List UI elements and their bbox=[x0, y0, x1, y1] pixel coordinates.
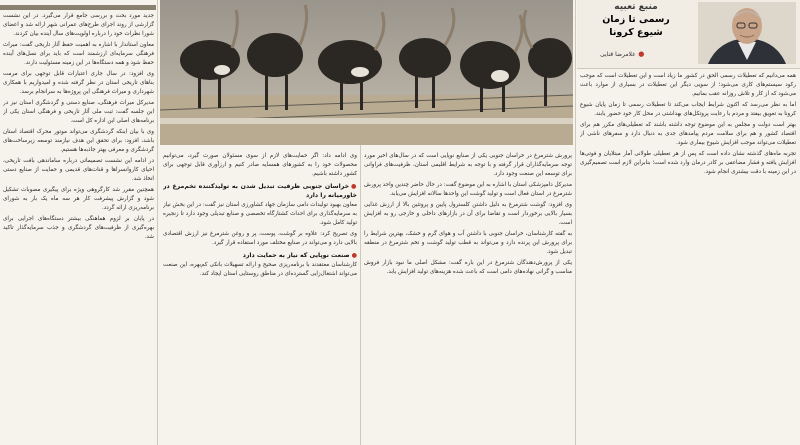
left-paragraph: مدیرکل میراث فرهنگی، صنایع دستی و گردشگری استان نیز در این جلسه گفت: ثبت ملی آثار تاریخی و فرهنگی استان یکی از برنامه‌های اصلی این اداره کل است. bbox=[3, 100, 154, 124]
ostrich-paragraph: معاون بهبود تولیدات دامی سازمان جهاد کشاورزی استان نیز گفت: در این بخش نیاز به سرمایه‌گذاری برای احداث کشتارگاه تخصصی و صنایع تبدیلی وجود دارد تا زنجیره تولید کامل شود. bbox=[163, 202, 357, 226]
bullet-icon: ● bbox=[351, 183, 357, 190]
left-paragraph: در ادامه این نشست تصمیماتی درباره ساماندهی بافت تاریخی، احیای کاروانسراها و قنات‌های قدیمی و حمایت از صنایع دستی اتخاذ شد. bbox=[3, 158, 154, 182]
kicker: منبع تعبیه bbox=[614, 2, 658, 12]
opinion-paragraph: بهتر است دولت و مجلس به این موضوع توجه داشته باشند که تعطیلی‌های مکرر هم برای اقتصاد کشور و هم برای سلامت مردم پیامدهای جدی به دنبال دارد و سفرهای ناشی از تعطیلات می‌تواند موجب افزایش شیوع بیماری شود. bbox=[580, 122, 796, 146]
left-paragraph: همچنین مقرر شد کارگروهی ویژه برای پیگیری مصوبات تشکیل شود و گزارش پیشرفت کار هر سه ماه یک بار به شورای برنامه‌ریزی ارائه گردد. bbox=[3, 187, 154, 211]
author-marker-icon: ● bbox=[638, 50, 645, 58]
ostrich-paragraph: وی ادامه داد: اگر حمایت‌های لازم از سوی مسئولان صورت گیرد، می‌توانیم محصولات خود را به کشورهای همسایه صادر کنیم و ارزآوری قابل توجهی برای کشور داشته باشیم. bbox=[163, 153, 357, 177]
headline: رسمی تا زمان bbox=[602, 14, 670, 25]
ostrich-paragraph: وی تصریح کرد: علاوه بر گوشت، پوست، پر و روغن شترمرغ نیز ارزش اقتصادی بالایی دارد و می‌تواند در صنایع مختلف مورد استفاده قرار گیرد. bbox=[163, 231, 357, 246]
left-paragraph: در پایان بر لزوم هماهنگی بیشتر دستگاه‌های اجرایی برای بهره‌گیری از ظرفیت‌های گردشگری و جذب سرمایه‌گذار تاکید شد. bbox=[3, 216, 154, 240]
author-photo bbox=[698, 2, 796, 64]
opinion-column bbox=[580, 72, 796, 445]
opinion-paragraph: تجربه ماه‌های گذشته نشان داده است که پس از هر تعطیلی طولانی آمار مبتلایان و فوتی‌ها افزایش یافته و فشار مضاعفی بر کادر درمان وارد شده است؛ بنابراین لازم است تصمیم‌گیری در این زمینه با دقت بیشتری انجام شود. bbox=[580, 151, 796, 175]
left-paragraph: جدید مورد بحث و بررسی جامع قرار می‌گیرد. در این نشست گزارشی از روند اجرای طرح‌های عمرانی شهر ارائه شد و اعضای شورا نظرات خود را درباره اولویت‌های سال آینده بیان کردند. bbox=[3, 13, 154, 37]
left-column bbox=[3, 12, 154, 445]
ostrich-paragraph: کارشناسان معتقدند با برنامه‌ریزی صحیح و ارائه تسهیلات بانکی کم‌بهره، این صنعت می‌تواند اشتغال‌زایی گسترده‌ای در مناطق روستایی استان ایجاد کند. bbox=[163, 262, 357, 277]
ostrich-photo bbox=[160, 0, 573, 145]
author-name: غلامرضا قنایی bbox=[600, 51, 636, 58]
ostrich-paragraph: پرورش شترمرغ در خراسان جنوبی یکی از صنایع نوپایی است که در سال‌های اخیر مورد توجه سرمایه‌گذاران قرار گرفته و با توجه به شرایط اقلیمی استان، ظرفیت‌های فراوانی برای توسعه این صنعت وجود دارد. bbox=[364, 153, 572, 177]
left-paragraph: وی با بیان اینکه گردشگری می‌تواند موتور محرک اقتصاد استان باشد، افزود: برای تحقق این هدف نیازمند توسعه زیرساخت‌های گردشگری و معرفی بهتر جاذبه‌ها هستیم. bbox=[3, 129, 154, 153]
article-title bbox=[586, 2, 686, 39]
subheading: ●صنعت نوپایی که نیاز به حمایت دارد bbox=[242, 252, 357, 259]
left-paragraph: معاون استاندار با اشاره به اهمیت حفظ آثار تاریخی گفت: میراث فرهنگی سرمایه‌ای ارزشمند است که باید برای نسل‌های آینده حفظ شود و همه دستگاه‌ها در این زمینه مسئولیت دارند. bbox=[3, 42, 154, 66]
left-paragraph: وی افزود: در سال جاری اعتبارات قابل توجهی برای مرمت بناهای تاریخی استان در نظر گرفته شده و امیدواریم با همکاری شهرداری و میراث فرهنگی این پروژه‌ها به سرانجام برسد. bbox=[3, 71, 154, 95]
ostrich-paragraph: به گفته کارشناسان، خراسان جنوبی با داشتن آب و هوای گرم و خشک، بهترین شرایط را برای پرورش این پرنده دارد و می‌تواند به قطب تولید گوشت و تخم شترمرغ در منطقه تبدیل شود. bbox=[364, 231, 572, 255]
ostrich-column-right bbox=[364, 152, 572, 445]
subheading: ●خراسان جنوبی ظرفیت تبدیل شدن به تولیدکننده تخم‌مرغ در خاورمیانه را دارد bbox=[163, 183, 357, 199]
opinion-paragraph: اما به نظر می‌رسد که اکنون شرایط ایجاب می‌کند تا تعطیلات رسمی تا زمان پایان شیوع کرونا به تعویق بیفتد و مردم با رعایت پروتکل‌های بهداشتی در محل کار خود حضور یابند. bbox=[580, 102, 796, 117]
ostrich-column-left bbox=[163, 152, 357, 445]
ostrich-paragraph: وی افزود: گوشت شترمرغ به دلیل داشتن کلسترول پایین و پروتئین بالا از ارزش غذایی بسیار بالایی برخوردار است و تقاضا برای آن در بازارهای داخلی و خارجی رو به افزایش است. bbox=[364, 202, 572, 226]
headline-line-2: شیوع کرونا bbox=[609, 27, 663, 38]
ostrich-paragraph: مدیرکل دامپزشکی استان با اشاره به این موضوع گفت: در حال حاضر چندین واحد پرورش شترمرغ در استان فعال است و تولید گوشت این واحدها سالانه افزایش می‌یابد. bbox=[364, 182, 572, 197]
byline bbox=[600, 50, 644, 58]
left-photo bbox=[0, 0, 156, 10]
opinion-paragraph: همه می‌دانیم که تعطیلات رسمی الحق در کشور ما زیاد است و این تعطیلات است که موجب رکود سیستم‌های کاری می‌شود؛ از سویی دیگر این تعطیلات در بسیاری از موارد باعث می‌شود که از کار و تلاش روزانه عقب بمانیم. bbox=[580, 73, 796, 97]
ostrich-paragraph: یکی از پرورش‌دهندگان شترمرغ در این باره گفت: مشکل اصلی ما نبود بازار فروش مناسب و گرانی نهاده‌های دامی است که باعث شده هزینه‌های تولید افزایش یابد. bbox=[364, 260, 572, 275]
bullet-icon: ● bbox=[351, 252, 357, 259]
